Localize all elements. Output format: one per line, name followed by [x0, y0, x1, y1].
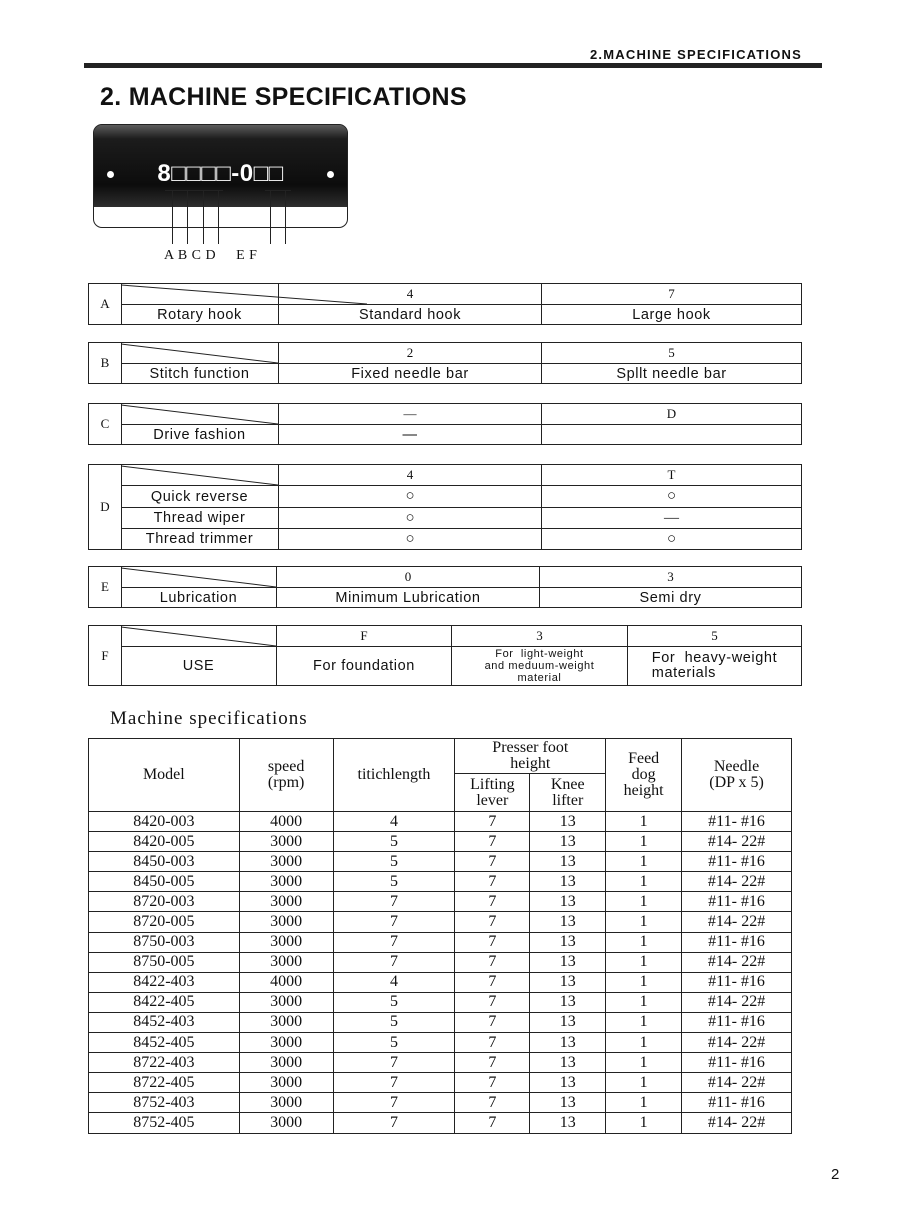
- feature-label: Rotary hook: [157, 307, 242, 323]
- cell-lifting-lever: 7: [455, 892, 530, 912]
- cell-knee-lifter: 13: [530, 1093, 606, 1113]
- col-header-speed: [239, 739, 333, 812]
- header-rule: [84, 63, 822, 68]
- cell-model: 8750-005: [89, 952, 240, 972]
- cell-feed-dog-height: 1: [606, 992, 682, 1012]
- cell-knee-lifter: 13: [530, 952, 606, 972]
- option-value: Standard hook: [358, 307, 462, 323]
- cell-needle: #11- #16: [682, 892, 792, 912]
- cell-needle: #14- 22#: [682, 1033, 792, 1053]
- option-value: [542, 425, 801, 445]
- cell-speed: 3000: [239, 1073, 333, 1093]
- cell-needle: #14- 22#: [682, 912, 792, 932]
- cell-stitch-length: 4: [333, 972, 455, 992]
- option-mark: ○: [405, 509, 415, 526]
- table-row: [89, 832, 792, 852]
- cell-stitch-length: 7: [333, 892, 455, 912]
- code-table-label: D: [89, 465, 122, 549]
- cell-knee-lifter: 13: [530, 1113, 606, 1133]
- cell-lifting-lever: 7: [455, 952, 530, 972]
- option-code: T: [667, 467, 676, 482]
- cell-feed-dog-height: 1: [606, 952, 682, 972]
- feature-label: Drive fashion: [153, 427, 246, 443]
- code-table-d: [88, 464, 802, 550]
- option-value: For foundation: [313, 658, 415, 674]
- col-header-feed-dog: Feed dog height: [606, 739, 682, 812]
- code-table-a: [88, 283, 802, 325]
- cell-stitch-length: 7: [333, 912, 455, 932]
- cell-knee-lifter: 13: [530, 1053, 606, 1073]
- option-mark: ○: [405, 530, 415, 547]
- cell-lifting-lever: 7: [455, 1093, 530, 1113]
- option-value: For heavy-weight materials: [651, 650, 778, 681]
- cell-feed-dog-height: 1: [606, 1053, 682, 1073]
- cell-model: 8722-403: [89, 1053, 240, 1073]
- nameplate-letters: A B C D E F: [164, 248, 258, 263]
- page-title: 2. MACHINE SPECIFICATIONS: [100, 83, 467, 111]
- cell-stitch-length: 7: [333, 952, 455, 972]
- cell-stitch-length: 7: [333, 1093, 455, 1113]
- cell-knee-lifter: 13: [530, 1033, 606, 1053]
- code-table-label: C: [89, 404, 122, 444]
- cell-lifting-lever: 7: [455, 872, 530, 892]
- code-table-label: B: [89, 343, 122, 383]
- cell-knee-lifter: 13: [530, 912, 606, 932]
- cell-knee-lifter: 13: [530, 1073, 606, 1093]
- cell-model: 8420-003: [89, 812, 240, 832]
- col-header-presser-foot: Presser foot height: [455, 739, 606, 774]
- cell-needle: #11- #16: [682, 972, 792, 992]
- cell-speed: 3000: [239, 852, 333, 872]
- cell-speed: 4000: [239, 812, 333, 832]
- col-header-lifting-lever: Lifting lever: [455, 774, 530, 812]
- cell-lifting-lever: 7: [455, 1113, 530, 1133]
- cell-feed-dog-height: 1: [606, 1093, 682, 1113]
- cell-knee-lifter: 13: [530, 832, 606, 852]
- table-row: [89, 1113, 792, 1133]
- cell-needle: #11- #16: [682, 1012, 792, 1032]
- cell-needle: #14- 22#: [682, 952, 792, 972]
- cell-speed: 3000: [239, 992, 333, 1012]
- cell-needle: #14- 22#: [682, 1073, 792, 1093]
- cell-knee-lifter: 13: [530, 1012, 606, 1032]
- diagonal-rule: [121, 465, 278, 486]
- cell-lifting-lever: 7: [455, 1012, 530, 1032]
- cell-lifting-lever: 7: [455, 992, 530, 1012]
- cell-stitch-length: 4: [333, 812, 455, 832]
- table-row: [89, 872, 792, 892]
- cell-stitch-length: 5: [333, 1012, 455, 1032]
- option-mark: —: [664, 509, 679, 526]
- cell-feed-dog-height: 1: [606, 912, 682, 932]
- cell-lifting-lever: 7: [455, 1053, 530, 1073]
- feature-label: Stitch function: [149, 366, 250, 382]
- nameplate-code: 8□□□□-0□□: [157, 160, 284, 187]
- code-table-c: [88, 403, 802, 445]
- feature-label: Lubrication: [159, 590, 238, 606]
- option-code: 5: [668, 345, 675, 360]
- cell-model: 8420-005: [89, 832, 240, 852]
- cell-knee-lifter: 13: [530, 972, 606, 992]
- cell-knee-lifter: 13: [530, 932, 606, 952]
- cell-needle: #11- #16: [682, 1053, 792, 1073]
- feature-label: Thread wiper: [153, 510, 246, 526]
- cell-needle: #11- #16: [682, 932, 792, 952]
- col-header-knee-lifter: Knee lifter: [530, 774, 606, 812]
- cell-needle: #11- #16: [682, 812, 792, 832]
- col-header-stitch-length: titichlength: [333, 739, 455, 812]
- table-row: [89, 952, 792, 972]
- cell-lifting-lever: 7: [455, 1033, 530, 1053]
- option-code: 3: [667, 569, 674, 584]
- speed-unit: (rpm): [267, 774, 305, 791]
- cell-stitch-length: 5: [333, 992, 455, 1012]
- option-code: 7: [668, 286, 675, 301]
- cell-speed: 3000: [239, 1053, 333, 1073]
- cell-speed: 3000: [239, 912, 333, 932]
- cell-stitch-length: 7: [333, 1113, 455, 1133]
- option-mark: ○: [666, 488, 677, 504]
- option-value: Semi dry: [639, 590, 702, 606]
- cell-stitch-length: 5: [333, 1033, 455, 1053]
- cell-stitch-length: 7: [333, 932, 455, 952]
- cell-knee-lifter: 13: [530, 892, 606, 912]
- cell-lifting-lever: 7: [455, 972, 530, 992]
- speed-label: speed: [267, 758, 305, 775]
- cell-needle: #11- #16: [682, 1093, 792, 1113]
- cell-speed: 3000: [239, 1033, 333, 1053]
- cell-model: 8422-403: [89, 972, 240, 992]
- specs-body: [89, 812, 792, 1134]
- diagonal-rule: [121, 567, 276, 588]
- table-row: [89, 992, 792, 1012]
- cell-feed-dog-height: 1: [606, 1033, 682, 1053]
- cell-model: 8752-405: [89, 1113, 240, 1133]
- option-mark: ○: [405, 488, 415, 504]
- code-table-f: [88, 625, 802, 686]
- cell-needle: #14- 22#: [682, 1113, 792, 1133]
- cell-model: 8452-403: [89, 1012, 240, 1032]
- cell-knee-lifter: 13: [530, 992, 606, 1012]
- option-code: F: [360, 628, 368, 643]
- cell-speed: 3000: [239, 892, 333, 912]
- code-table-label: E: [89, 567, 122, 607]
- cell-speed: 3000: [239, 1093, 333, 1113]
- cell-needle: #14- 22#: [682, 992, 792, 1012]
- cell-speed: 3000: [239, 1113, 333, 1133]
- cell-knee-lifter: 13: [530, 872, 606, 892]
- code-table-b: [88, 342, 802, 384]
- cell-model: 8720-005: [89, 912, 240, 932]
- cell-speed: 3000: [239, 832, 333, 852]
- cell-stitch-length: 7: [333, 1053, 455, 1073]
- table-row: [89, 1033, 792, 1053]
- cell-speed: 3000: [239, 872, 333, 892]
- cell-feed-dog-height: 1: [606, 972, 682, 992]
- cell-speed: 3000: [239, 932, 333, 952]
- option-code: 3: [536, 628, 543, 643]
- table-row: [89, 912, 792, 932]
- cell-model: 8722-405: [89, 1073, 240, 1093]
- option-value: Fixed needle bar: [351, 366, 469, 382]
- specs-heading: Machine specifications: [110, 708, 308, 729]
- table-row: [89, 892, 792, 912]
- cell-feed-dog-height: 1: [606, 1113, 682, 1133]
- cell-speed: 4000: [239, 972, 333, 992]
- cell-needle: #11- #16: [682, 852, 792, 872]
- option-code: D: [666, 406, 677, 421]
- option-code: 2: [406, 345, 414, 360]
- option-mark: ○: [666, 530, 677, 547]
- cell-speed: 3000: [239, 952, 333, 972]
- table-row: [89, 932, 792, 952]
- option-value: Spllt needle bar: [616, 366, 727, 382]
- cell-model: 8720-003: [89, 892, 240, 912]
- cell-needle: #14- 22#: [682, 832, 792, 852]
- cell-feed-dog-height: 1: [606, 1012, 682, 1032]
- diagonal-rule: [121, 343, 278, 364]
- cell-feed-dog-height: 1: [606, 832, 682, 852]
- option-code: 4: [406, 467, 414, 482]
- cell-feed-dog-height: 1: [606, 892, 682, 912]
- diagonal-rule: [121, 404, 278, 425]
- cell-knee-lifter: 13: [530, 812, 606, 832]
- cell-stitch-length: 7: [333, 1073, 455, 1093]
- table-row: [89, 1093, 792, 1113]
- cell-feed-dog-height: 1: [606, 1073, 682, 1093]
- cell-model: 8452-405: [89, 1033, 240, 1053]
- cell-model: 8450-003: [89, 852, 240, 872]
- col-header-needle: Needle (DP x 5): [682, 739, 792, 812]
- option-code: 5: [711, 628, 718, 643]
- option-value: —: [402, 427, 418, 443]
- option-value: Large hook: [632, 307, 711, 323]
- cell-knee-lifter: 13: [530, 852, 606, 872]
- option-code: 0: [404, 569, 412, 584]
- cell-lifting-lever: 7: [455, 832, 530, 852]
- cell-feed-dog-height: 1: [606, 852, 682, 872]
- feature-label: Thread trimmer: [145, 531, 254, 547]
- table-row: [89, 812, 792, 832]
- option-code: —: [403, 406, 417, 421]
- table-row: [89, 1053, 792, 1073]
- cell-stitch-length: 5: [333, 852, 455, 872]
- cell-model: 8450-005: [89, 872, 240, 892]
- page-number: 2: [831, 1166, 840, 1183]
- option-code: 4: [406, 286, 414, 301]
- cell-lifting-lever: 7: [455, 852, 530, 872]
- cell-stitch-length: 5: [333, 832, 455, 852]
- cell-stitch-length: 5: [333, 872, 455, 892]
- diagonal-rule: [121, 626, 276, 647]
- cell-lifting-lever: 7: [455, 812, 530, 832]
- table-row: [89, 1073, 792, 1093]
- cell-needle: #14- 22#: [682, 872, 792, 892]
- option-value: For light-weight and meduum-weight material: [484, 648, 595, 684]
- cell-lifting-lever: 7: [455, 932, 530, 952]
- option-value: Minimum Lubrication: [335, 590, 481, 606]
- feature-label: USE: [182, 658, 215, 674]
- cell-model: 8750-003: [89, 932, 240, 952]
- machine-specs-table: [88, 738, 792, 1134]
- table-row: [89, 852, 792, 872]
- cell-feed-dog-height: 1: [606, 812, 682, 832]
- col-header-model: Model: [89, 739, 240, 812]
- cell-speed: 3000: [239, 1012, 333, 1032]
- table-row: [89, 972, 792, 992]
- code-table-label: F: [89, 626, 122, 685]
- cell-lifting-lever: 7: [455, 912, 530, 932]
- feature-label: Quick reverse: [150, 488, 249, 505]
- table-row: [89, 1012, 792, 1032]
- cell-model: 8422-405: [89, 992, 240, 1012]
- code-table-e: [88, 566, 802, 608]
- cell-lifting-lever: 7: [455, 1073, 530, 1093]
- cell-model: 8752-403: [89, 1093, 240, 1113]
- cell-feed-dog-height: 1: [606, 932, 682, 952]
- running-header: 2.MACHINE SPECIFICATIONS: [590, 47, 803, 62]
- cell-feed-dog-height: 1: [606, 872, 682, 892]
- model-nameplate: [93, 124, 348, 228]
- code-table-label: A: [89, 284, 122, 324]
